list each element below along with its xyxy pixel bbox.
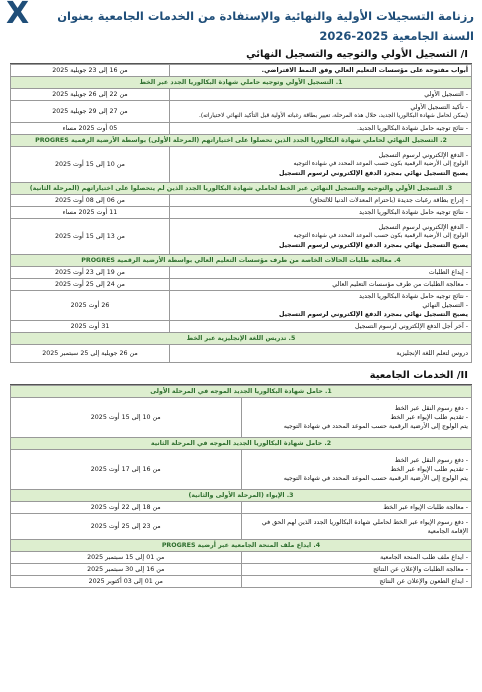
table-row [11,576,472,588]
date-cell: من 22 إلى 26 جويلية 2025 [11,89,170,101]
subsection-title: 2. التسجيل النهائي لحاملي شهادة البكالوريا الجدد الذين تحصلوا على اختياراتهم (المرحلة الأولى) بواسطة الأرضية الرقمية PROGRES [11,135,472,147]
table-row [11,101,472,123]
activity-line: - نتائج توجيه حامل شهادة البكالوريا الجديد [359,293,468,300]
activity-cell [241,576,472,588]
activity-cell [169,219,471,255]
date-cell: 05 أوت 2025 مساء [11,123,170,135]
subsection-title: 1. التسجيل الأولي وتوجيه حاملي شهادة البكالوريا الجدد عبر الخط [11,77,472,89]
date-cell: من 06 إلى 08 أوت 2025 [11,195,170,207]
activity-line: - معالجة طلبات الإيواء عبر الخط [383,504,468,511]
date-cell: من 16 إلى 17 أوت 2025 [11,450,242,490]
activity-line: - ايداع ملف طلب المنحة الجامعية [380,554,468,561]
date-cell: من 18 إلى 22 أوت 2025 [11,502,242,514]
activity-cell: أبواب مفتوحة على مؤسسات التعليم العالي وفق النمط الافتراضي. [169,65,471,77]
table-row [11,514,472,540]
activity-line: - تقديم طلب الإيواء عبر الخط [390,414,468,421]
table-row [11,207,472,219]
date-cell: من 01 إلى 15 سبتمبر 2025 [11,552,242,564]
date-cell: من 10 إلى 15 أوت 2025 [11,398,242,438]
activity-cell [241,502,472,514]
table-row [11,65,472,77]
activity-line: - آخر أجل الدفع الإلكتروني لرسوم التسجيل [354,323,468,330]
date-cell: 11 أوت 2025 مساء [11,207,170,219]
page-title: رزنامة التسجيلات الأولية والنهائية والإستفادة من الخدمات الجامعية بعنوان السنة الجامعية 2025-2026 [57,9,474,43]
subsection-header [11,490,472,502]
activity-cell [169,345,471,363]
activity-cell [241,450,472,490]
activity-cell [241,398,472,438]
activity-line: دروس لتعلم اللغة الإنجليزية [396,350,468,357]
section-2-table [10,385,472,588]
subsection-title: 1. حامل شهادة البكالوريا الجديد الموجه في المرحلة الأولى [11,386,472,398]
activity-line: - التسجيل النهائي [422,302,468,309]
activity-line: يصبح التسجيل نهائي بمجرد الدفع الإلكتروني لرسوم التسجيل [278,311,468,318]
table-row [11,123,472,135]
activity-cell [241,564,472,576]
section-1-heading: I/ التسجيل الأولي والتوجيه والتسجيل النهائي [10,46,472,64]
table-row [11,195,472,207]
activity-line: - دفع رسوم الإيواء عبر الخط لحاملي شهادة البكالوريا الجدد الذين لهم الحق في الإقامة الجامعية [261,518,468,535]
activity-line: - معالجة الطلبات من طرف مؤسسات التعليم العالي [332,281,468,288]
subsection-title: 4. معالجة طلبات الحالات الخاصة من طرف مؤسسات التعليم العالي بواسطة الأرضية الرقمية PROGRES [11,255,472,267]
activity-line: - ايداع الطعون والإعلان عن النتائج [379,578,468,585]
activity-line: (يمكن لحامل شهادة البكالوريا الجديد، خلال هذه المرحلة، تغيير بطاقة رغباته الأولية قبل التأكيد النهائي لاختياراته). [199,112,468,119]
activity-line: يصبح التسجيل نهائي بمجرد الدفع الإلكتروني لرسوم التسجيل [278,170,468,177]
subsection-header [11,540,472,552]
activity-line: - إيداع الطلبات [428,269,468,276]
date-cell: 26 أوت 2025 [11,291,170,321]
activity-cell [169,101,471,123]
activity-line: يصبح التسجيل نهائي بمجرد الدفع الإلكتروني لرسوم التسجيل [278,242,468,249]
subsection-header [11,386,472,398]
table-row [11,89,472,101]
section-1-table [10,64,472,363]
subsection-header [11,77,472,89]
activity-cell [169,89,471,101]
activity-cell [169,291,471,321]
table-row [11,219,472,255]
table-row [11,502,472,514]
date-cell: من 16 إلى 23 جويلية 2025 [11,65,170,77]
subsection-title: 3. الإيواء (المرحلة الأولى والثانية) [11,490,472,502]
activity-line: - دفع رسوم النقل عبر الخط [394,457,468,464]
date-cell: 31 أوت 2025 [11,321,170,333]
date-cell: من 19 إلى 23 أوت 2025 [11,267,170,279]
activity-cell [169,123,471,135]
table-row [11,147,472,183]
table-row [11,552,472,564]
table-row [11,267,472,279]
activity-cell [241,514,472,540]
date-cell: من 16 إلى 30 سبتمبر 2025 [11,564,242,576]
date-cell: من 13 إلى 15 أوت 2025 [11,219,170,255]
subsection-header [11,333,472,345]
date-cell: من 10 إلى 15 أوت 2025 [11,147,170,183]
activity-cell [169,279,471,291]
section-2-heading: II/ الخدمات الجامعية [10,367,472,385]
activity-line: الولوج إلى الأرضية الرقمية بكون حسب الموعد المحدد في شهادة التوجيه [293,233,468,239]
activity-line: يتم الولوج إلى الأرضية الرقمية حسب الموعد المحدد في شهادة التوجيه [283,475,468,482]
subsection-header [11,135,472,147]
subsection-header [11,438,472,450]
activity-line: - التسجيل الأولي [424,91,468,98]
date-cell: من 01 إلى 03 أكتوبر 2025 [11,576,242,588]
activity-line: - إدراج بطاقة رغبات جديدة (باحترام المعدلات الدنيا للالتحاق) [309,197,468,204]
activity-cell [169,147,471,183]
date-cell: من 24 إلى 25 أوت 2025 [11,279,170,291]
table-row [11,450,472,490]
activity-line: - الدفع الإلكتروني لرسوم التسجيل [378,152,468,159]
activity-cell [169,195,471,207]
table-row [11,398,472,438]
table-row [11,321,472,333]
activity-cell [241,552,472,564]
activity-line: - تقديم طلب الإيواء عبر الخط [390,466,468,473]
activity-line: - معالجة الطلبات والإعلان عن النتائج [373,566,468,573]
table-row [11,564,472,576]
subsection-title: 4. ايداع ملف المنحة الجامعية عبر أرضية PROGRES [11,540,472,552]
activity-line: - نتائج توجيه حامل شهادة البكالوريا الجديد [359,209,468,216]
document-body [10,46,472,588]
subsection-title: 3. التسجيل الأولي والتوجيه والتسجيل النهائي عبر الخط لحاملي شهادة البكالوريا الجدد الذين لم يتحصلوا على اختياراتهم (المرحلة الثانية) [11,183,472,195]
activity-line: - دفع رسوم النقل عبر الخط [394,405,468,412]
table-row [11,279,472,291]
subsection-header [11,183,472,195]
close-icon[interactable]: X [6,0,30,31]
date-cell: من 23 إلى 25 أوت 2025 [11,514,242,540]
subsection-title: 5. تدريس اللغة الإنجليزية عبر الخط [11,333,472,345]
activity-line: - نتائج توجيه حامل شهادة البكالوريا الجديد. [357,125,468,132]
activity-line: الولوج إلى الأرضية الرقمية بكون حسب الموعد المحدد في شهادة التوجيه [293,161,468,167]
activity-cell [169,207,471,219]
activity-cell [169,267,471,279]
activity-cell [169,321,471,333]
activity-line: - الدفع الإلكتروني لرسوم التسجيل [378,224,468,231]
subsection-header [11,255,472,267]
table-row [11,291,472,321]
table-row [11,345,472,363]
activity-line: - تأكيد التسجيل الأولي [410,103,468,111]
activity-line: يتم الولوج إلى الأرضية الرقمية حسب الموعد المحدد في شهادة التوجيه [283,423,468,430]
subsection-title: 2. حامل شهادة البكالوريا الجديد الموجه في المرحلة الثانية [11,438,472,450]
date-cell: من 27 إلى 29 جويلية 2025 [11,101,170,123]
date-cell: من 26 جويلية إلى 25 سبتمبر 2025 [11,345,170,363]
